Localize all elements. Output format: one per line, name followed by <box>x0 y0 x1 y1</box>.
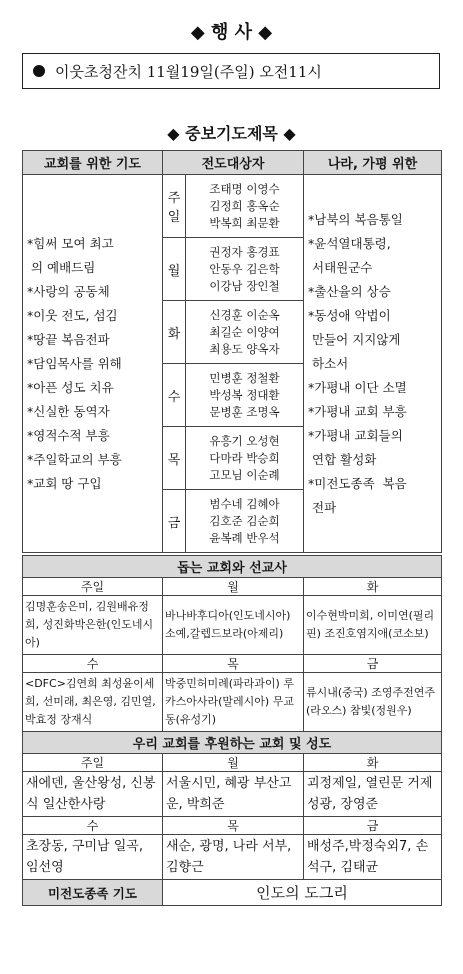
day-label: 화 <box>304 578 442 596</box>
day-label: 목 <box>163 817 304 835</box>
mission-cell: 김명훈송은미, 김원배유정희, 성진화박은한(인도네시아) <box>23 596 163 655</box>
day-label: 월 <box>163 754 304 772</box>
church-prayer-cell <box>23 175 163 553</box>
mission-cell: 류시내(중국) 조영주전연주(라오스) 참빛(정원우) <box>304 673 442 732</box>
supporter-cell: 새에덴, 울산왕성, 신봉식 일산한사랑 <box>23 772 163 817</box>
mission-cell: 바나바후디아(인도네시아) 소예,갈렙드보라(아제리) <box>163 596 304 655</box>
day-label: 금 <box>304 817 442 835</box>
day-label: 월 <box>163 578 304 596</box>
nation-prayer-item: 전파 <box>308 499 337 515</box>
day-label: 주일 <box>23 754 163 772</box>
day-label: 금 <box>304 655 442 673</box>
church-prayer-item: *영적수적 부흥 <box>27 427 110 443</box>
header-nation: 나라, 가평 위한 <box>304 151 442 175</box>
evangelism-day: 월 <box>163 238 186 301</box>
church-prayer-item: *힘써 모여 최고 <box>27 235 114 251</box>
evangelism-names: 조태명 이영수 김정희 홍옥순 박복희 최문환 <box>186 175 304 238</box>
supporter-cell: 새순, 광명, 나라 서부, 김향근 <box>163 835 304 880</box>
missions-table <box>22 555 442 906</box>
nation-prayer-item: *가평내 교회 부흥 <box>308 403 407 419</box>
nation-prayer-item: *가평내 이단 소멸 <box>308 379 407 395</box>
mission-cell: 박중민허미례(파라과이) 루카스아사라(말레시아) 무교동(유성기) <box>163 673 304 732</box>
nation-prayer-item: *동성애 악법이 <box>308 307 391 323</box>
bullet-dot-icon <box>33 65 45 77</box>
church-prayer-item: *교회 땅 구입 <box>27 475 102 491</box>
prayer-table <box>22 150 442 553</box>
unreached-people-label: 미전도종족 기도 <box>23 880 163 906</box>
mission-cell: <DFC>김연희 최성윤이세희, 선미래, 최은영, 김민열, 박효정 장재식 <box>23 673 163 732</box>
unreached-people-value: 인도의 도그리 <box>163 880 442 906</box>
evangelism-day: 화 <box>163 301 186 364</box>
church-prayer-item: *땅끝 복음전파 <box>27 331 110 347</box>
nation-prayer-item: 만들어 지지않게 <box>308 331 401 347</box>
prayer-section-title: ◆ 중보기도제목 ◆ <box>167 124 296 143</box>
header-evangelism: 전도대상자 <box>163 151 304 175</box>
event-section-title: ◆ 행 사 ◆ <box>190 22 273 43</box>
church-prayer-item: *사랑의 공동체 <box>27 283 110 299</box>
evangelism-day: 주 일 <box>163 175 186 238</box>
nation-prayer-item: *남북의 복음통일 <box>308 211 403 227</box>
day-label: 목 <box>163 655 304 673</box>
mission-cell: 이수현박미희, 이미연(필리핀) 조진호염지애(코소보) <box>304 596 442 655</box>
supporters-title: 우리 교회를 후원하는 교회 및 성도 <box>23 732 442 754</box>
nation-prayer-item: 하소서 <box>308 355 349 371</box>
nation-prayer-item: 서태원군수 <box>308 259 373 275</box>
evangelism-names: 신경훈 이순옥 최길순 이양여 최용도 양옥자 <box>186 301 304 364</box>
supporter-cell: 괴정제일, 열린문 거제성광, 장영준 <box>304 772 442 817</box>
day-label: 수 <box>23 817 163 835</box>
church-prayer-list <box>27 232 162 496</box>
nation-prayer-item: *미전도종족 복음 <box>308 475 407 491</box>
day-label: 화 <box>304 754 442 772</box>
church-prayer-item: 의 예배드림 <box>27 259 96 275</box>
church-prayer-item: *주일학교의 부흥 <box>27 451 122 467</box>
nation-prayer-item: *가평내 교회들의 <box>308 427 403 443</box>
nation-prayer-item: *윤석열대통령, <box>308 235 391 251</box>
supporter-cell: 서울시민, 혜광 부산고운, 박희준 <box>163 772 304 817</box>
nation-prayer-cell <box>304 175 442 553</box>
church-prayer-item: *담임목사를 위해 <box>27 355 122 371</box>
church-prayer-item: *신실한 동역자 <box>27 403 110 419</box>
supporter-cell: 배성주,박정숙외7, 손석구, 김태균 <box>304 835 442 880</box>
church-prayer-item: *이웃 전도, 섬김 <box>27 307 118 323</box>
nation-prayer-list <box>308 208 441 520</box>
evangelism-names: 범수네 김혜아 김호준 김순희 윤복례 반우석 <box>186 490 304 553</box>
header-church: 교회를 위한 기도 <box>23 151 163 175</box>
evangelism-names: 유흥기 오성현 다마라 박승희 고모님 이순례 <box>186 427 304 490</box>
church-prayer-item: *아픈 성도 치유 <box>27 379 114 395</box>
evangelism-names: 권정자 홍경표 안동우 김은학 이강남 장인철 <box>186 238 304 301</box>
supporter-cell: 초장동, 구미남 일곡, 임선영 <box>23 835 163 880</box>
evangelism-names: 민병훈 정철환 박성복 정대환 문병훈 조명옥 <box>186 364 304 427</box>
day-label: 수 <box>23 655 163 673</box>
event-box <box>22 53 440 89</box>
evangelism-day: 금 <box>163 490 186 553</box>
evangelism-day: 수 <box>163 364 186 427</box>
evangelism-day: 목 <box>163 427 186 490</box>
event-text: 이웃초청잔치 11월19일(주일) 오전11시 <box>55 63 322 81</box>
day-label: 주일 <box>23 578 163 596</box>
missions-title: 돕는 교회와 선교사 <box>23 556 442 578</box>
nation-prayer-item: 연합 활성화 <box>308 451 377 467</box>
nation-prayer-item: *출산율의 상승 <box>308 283 391 299</box>
